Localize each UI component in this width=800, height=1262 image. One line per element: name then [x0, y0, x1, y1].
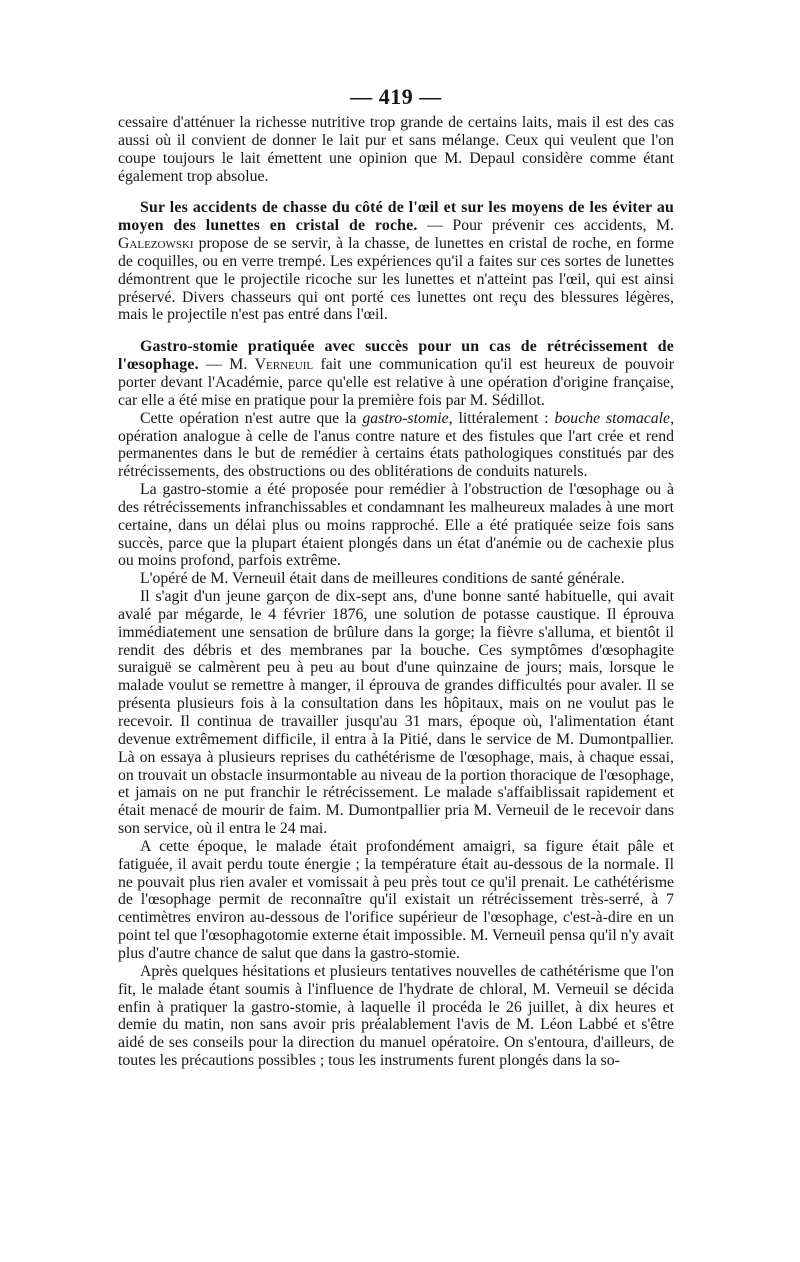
section-dash: — Pour prévenir ces accidents, M. — [417, 217, 674, 235]
text-run: , opération analogue à celle de l'anus contre nature et des fistules que l'art crée et rend permanentes dans le but de remédier à certains états pathologiques constitués par des rétrécissements, des obstructions ou des oblitérations de conduits naturels. — [118, 409, 675, 481]
text-run: , littéralement : — [448, 409, 555, 427]
italic-term: gastro-stomie — [362, 409, 449, 427]
paragraph: Après quelques hésitations et plusieurs tentatives nouvelles de cathétérisme que l'on fit, le malade étant soumis à l'influence de l'hydrate de chloral, M. Verneuil se décida enfin à pratiquer la gastro-stomie, à laquelle il procéda le 26 juillet, à dix heures et demie du matin, non sans avoir pris préalablement l'avis de M. Léon Labbé et s'être aidé de ses conseils pour la direction du manuel opératoire. On s'entoura, d'ailleurs, de toutes les précautions possibles ; tous les instruments furent plongés dans la so- — [118, 962, 674, 1070]
section-dash: — M. — [198, 356, 255, 374]
page-number: — 419 — — [350, 84, 442, 109]
author-name: Galezowski — [118, 235, 194, 253]
intro-paragraph: cessaire d'atténuer la richesse nutritive trop grande de certains laits, mais il est des cas aussi où il convient de donner le lait pur et sans mélange. Ceux qui veulent que l'on coupe toujours le lait émettent une opinion que M. Depaul considère comme étant également trop absolue. — [118, 114, 674, 185]
section-heading-accidents: Sur les accidents de chasse du côté de l'œil et sur les moyens de les éviter au moyen des lunettes en cristal de roche. — [118, 199, 674, 235]
section-body: fait une communication qu'il est heureux de pouvoir porter devant l'Académie, parce qu'elle est relative à une opération d'origine française, car elle a été mise en pratique pour la première fois par M. Sédillot. — [118, 356, 674, 409]
paragraph: Il s'agit d'un jeune garçon de dix-sept ans, d'une bonne santé habituelle, qui avait avalé par mégarde, le 4 février 1876, une solution de potasse caustique. Il éprouva immédiatement une sensation de brûlure dans la gorge; la fièvre s'alluma, et bientôt il rendit des débris et des membranes par la bouche. Ces symptômes d'œsophagite suraiguë se calmèrent peu à peu au bout d'une quinzaine de jours; mais, lorsque le malade voulut se remettre à manger, il éprouva de grandes difficultés pour avaler. Il se présenta plusieurs fois à la consultation dans les hôpitaux, mais on ne voulut pas le recevoir. Il continua de travailler jusqu'au 31 mars, époque où, l'alimentation étant devenue extrêmement difficile, il entra à la Pitié, dans le service de M. Dumontpallier. Là on essaya à plusieurs reprises du cathétérisme de l'œsophage, mais, à chaque essai, on trouvait un obstacle insurmontable au niveau de la portion thoracique de l'œsophage, et jamais on ne put franchir le rétrécissement. Le malade s'affaiblissait rapidement et était menacé de mourir de faim. M. Dumontpallier pria M. Verneuil de le recevoir dans son service, où il entra le 24 mai. — [118, 588, 674, 838]
italic-term: bouche stomacale — [554, 409, 671, 427]
section-body: propose de se servir, à la chasse, de lunettes en cristal de roche, en forme de coquilles, ou en verre trempé. Les expériences qu'il a faites sur ces sortes de lunettes démontrent que le projectile ricoche sur les lunettes et n'atteint pas l'œil, qui est ainsi préservé. Divers chasseurs qui ont porté ces lunettes ont reçu des blessures légères, mais le projectile n'est pas entré dans l'œil. — [118, 235, 674, 324]
book-page — [118, 84, 674, 1070]
paragraph: La gastro-stomie a été proposée pour remédier à l'obstruction de l'œsophage ou à des rétrécissements infranchissables et condamnant les malheureux malades à une mort certaine, dans un délai plus ou moins rapproché. Elle a été pratiquée seize fois sans succès, parce que la plupart étaient plongés dans un état d'anémie ou de cachexie plus ou moins profond, parfois extrême. — [118, 481, 674, 570]
paragraph — [118, 410, 674, 481]
paragraph: L'opéré de M. Verneuil était dans de meilleures conditions de santé générale. — [140, 570, 625, 588]
section-gastrostomie — [118, 338, 674, 409]
section-accidents-chasse — [118, 199, 674, 324]
section-heading-gastrostomie: Gastro-stomie pratiquée avec succès pour un cas de rétrécissement de l'œsophage. — [118, 338, 674, 374]
paragraph: A cette époque, le malade était profondément amaigri, sa figure était pâle et fatiguée, il avait perdu toute énergie ; la température était au-dessous de la normale. Il ne pouvait plus rien avaler et vomissait à peu près tout ce qu'il prenait. Le cathétérisme de l'œsophage permit de reconnaître qu'il existait un rétrécissement très-serré, à 7 centimètres environ au-dessous de l'orifice supérieur de l'œsophage, c'est-à-dire en un point tel que l'œsophagotomie externe était impossible. M. Verneuil pensa qu'il n'y avait plus d'autre chance de salut que dans la gastro-stomie. — [118, 837, 674, 962]
text-run: Cette opération n'est autre que la — [140, 409, 363, 427]
author-name: Verneuil — [254, 356, 314, 374]
